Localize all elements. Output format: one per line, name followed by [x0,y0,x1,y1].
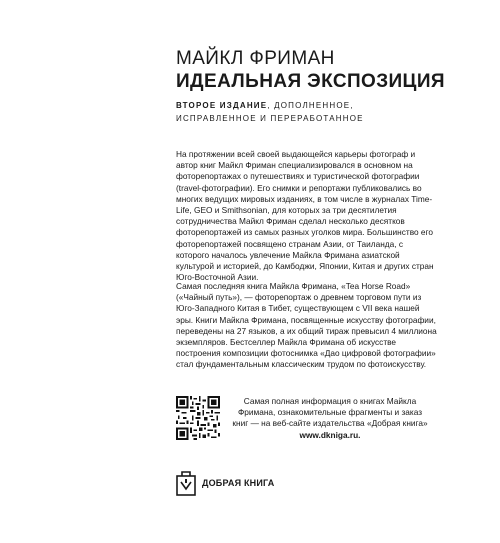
info-text: Самая полная информация о книгах Майкла Фримана, ознакомительные фрагменты и заказ книг — на веб-сайте издательства «Добрая книга» [232,396,428,429]
publisher-brand [176,470,274,496]
book-title: ИДЕАЛЬНАЯ ЭКСПОЗИЦИЯ [176,71,445,92]
edition-detail-1: , ДОПОЛНЕННОЕ, [267,101,354,110]
edition-note [176,99,406,125]
edition-detail-2: ИСПРАВЛЕННОЕ И ПЕРЕРАБОТАННОЕ [176,114,364,123]
publisher-name: ДОБРАЯ КНИГА [202,478,275,488]
publisher-info [230,396,430,441]
author-bio-paragraph: На протяжении всей своей выдающейся карьеры фотограф и автор книг Майкл Фриман специализировался в основном на фоторепортажах о путешествиях и туристической фотографии (travel-фотографии). Его снимки и репортажи публиковались во многих ведущих мировых изданиях, в том числе в журналах Time-Life, GEO и Smithsonian, для которых за три десятилетия сотрудничества Майкл Фриман сделал несколько десятков фоторепортажей из самых разных уголков мира. Большинство его фоторепортажей посвящено странам Азии, от Таиланда, с которого началось увлечение Майкла Фримана азиатской культурой и историей, до Камбоджи, Японии, Китая и других стран Юго-Восточной Азии. [176,149,434,283]
edition-label: ВТОРОЕ ИЗДАНИЕ [176,101,268,110]
website-link[interactable]: www.dkniga.ru. [299,429,361,440]
dobraya-kniga-logo-icon [176,470,196,496]
qr-code-icon [176,396,220,440]
author-books-paragraph: Самая последняя книга Майкла Фримана, «Tea Horse Road» («Чайный путь»), — фоторепортаж о древнем торговом пути из Юго-Западного Китая в Тибет, существующем с VII века нашей эры. Книги Майкла Фримана, посвященные искусству фотографии, переведены на 27 языков, а их общий тираж превысил 4 миллиона экземпляров. Бестселлер Майкла Фримана об искусстве построения композиции фотоснимка «Дао цифровой фотографии» стал фундаментальным классическим трудом по фотоискусству. [176,281,437,370]
book-author: МАЙКЛ ФРИМАН [176,48,335,69]
